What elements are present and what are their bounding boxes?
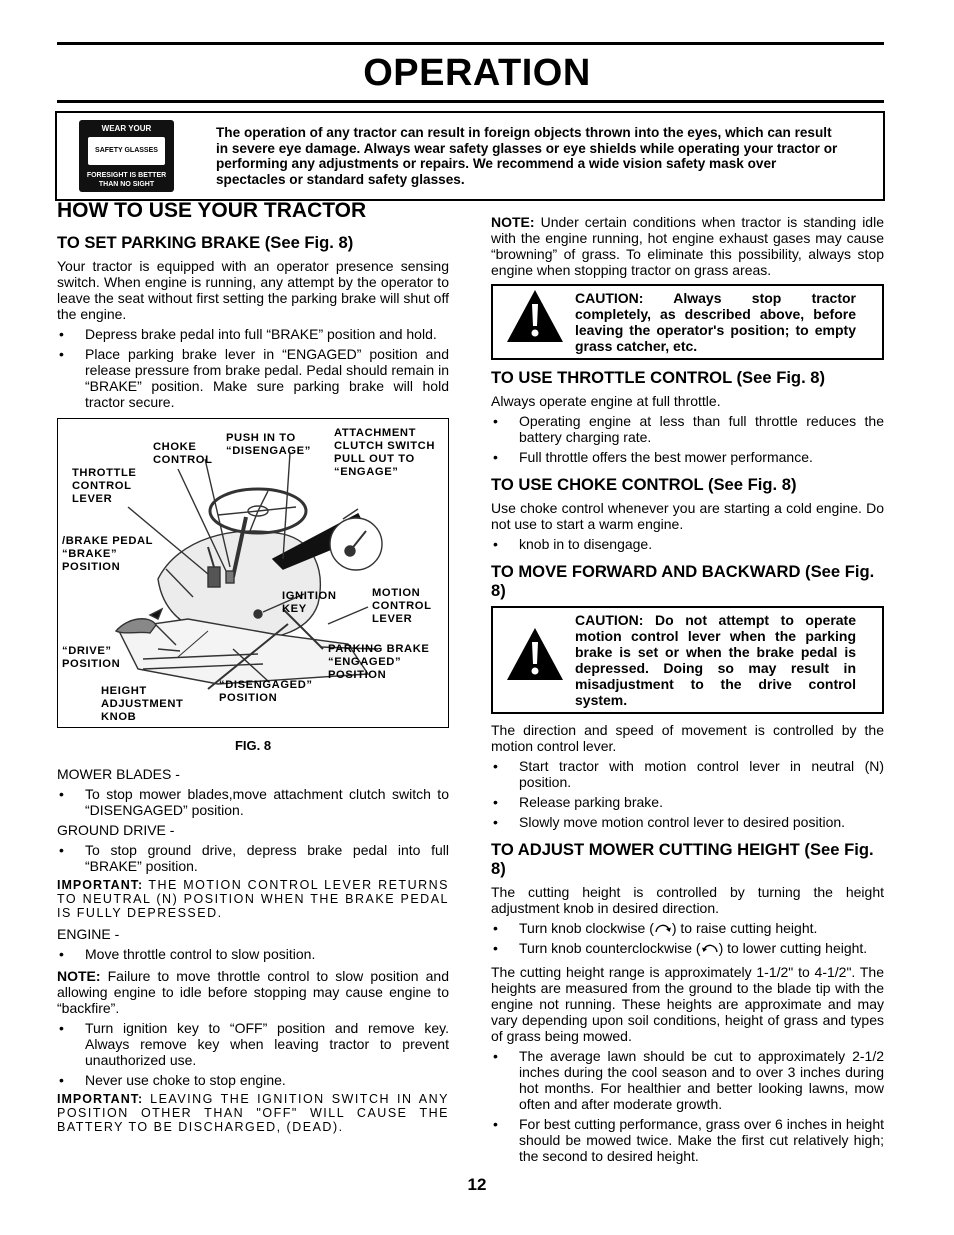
safety-glasses-badge (79, 120, 174, 192)
mower-blades-bullets (57, 786, 449, 818)
list-item: • Turn ignition key to “OFF” position and remove key. Always remove key when leaving tractor to prevent unauthorized use. (57, 1020, 449, 1068)
badge-bottom-line-2: THAN NO SIGHT (98, 181, 155, 188)
note-text: Failure to move throttle control to slow position and allowing engine to idle before stopping may cause engine to “backfire”. (57, 968, 449, 1016)
list-item: • For best cutting performance, grass over 6 inches in height should be mowed twice. Make the first cut relatively high; the second to desired height. (491, 1116, 884, 1164)
list-item: • Release parking brake. (491, 794, 884, 810)
caution-text: CAUTION: Do not attempt to operate motion control lever when the parking brake is set or when the brake pedal is depressed. Doing so may result in misadjustment to the drive control system. (575, 612, 856, 708)
throttle-intro: Always operate engine at full throttle. (491, 393, 721, 409)
list-item: • knob in to disengage. (491, 536, 884, 552)
label-parking-brake-engaged: PARKING BRAKE “ENGAGED” POSITION (328, 643, 430, 681)
ground-drive-bullets (57, 842, 449, 874)
bullet-text: Turn knob counterclockwise ( (519, 940, 701, 956)
important-label: IMPORTANT: (57, 1092, 144, 1106)
heading-cutting-height: TO ADJUST MOWER CUTTING HEIGHT (See Fig. 8) (491, 840, 874, 878)
list-item: • Operating engine at less than full throttle reduces the battery charging rate. (491, 413, 884, 445)
height-knob-bullets (491, 920, 884, 956)
list-item: • The average lawn should be cut to approximately 2-1/2 inches during the cool season and to over 3 inches during hot months. For healthier and better looking lawns, mow often and after moderate growth. (491, 1048, 884, 1112)
label-brake-pedal: /BRAKE PEDAL “BRAKE” POSITION (62, 535, 154, 573)
choke-intro: Use choke control whenever you are starting a cold engine. Do not use to start a warm engine. (491, 500, 884, 532)
bullet-text: Turn knob clockwise ( (519, 920, 654, 936)
bullet-text: ) to raise cutting height. (671, 920, 818, 936)
section-heading-how-to-use: HOW TO USE YOUR TRACTOR (57, 199, 367, 222)
title-underline (57, 100, 884, 103)
important-text: LEAVING THE IGNITION SWITCH IN ANY POSITION OTHER THAN "OFF" WILL CAUSE THE BATTERY TO BE DISCHARGED, (DEAD). (57, 1092, 449, 1134)
choke-bullets (491, 536, 884, 552)
list-item: • Never use choke to stop engine. (57, 1072, 449, 1088)
page-title: OPERATION (363, 52, 591, 94)
height-range-paragraph: The cutting height range is approximately 1-1/2" to 4-1/2". The heights are measured from the ground to the blade tip with the engine not running. These heights are approximate and may vary depending upon soil conditions, height of grass and types of grass being mowed. (491, 964, 884, 1044)
label-ignition-key: IGNITION KEY (282, 590, 337, 615)
caution-box-stop-tractor (491, 284, 884, 360)
height-bullets (491, 1048, 884, 1164)
right-column (491, 214, 884, 1168)
note-label: NOTE: (491, 214, 535, 230)
label-push-in-disengage: PUSH IN TO “DISENGAGE” (226, 432, 311, 457)
heading-throttle-control: TO USE THROTTLE CONTROL (See Fig. 8) (491, 368, 826, 387)
list-item: • Slowly move motion control lever to desired position. (491, 814, 884, 830)
label-disengaged-position: “DISENGAGED” POSITION (219, 679, 313, 704)
list-item: • Full throttle offers the best mower performance. (491, 449, 884, 465)
mower-blades-label: MOWER BLADES - (57, 766, 180, 782)
heading-move-forward-backward: TO MOVE FORWARD AND BACKWARD (See Fig. 8) (491, 562, 875, 600)
note-text: Under certain conditions when tractor is standing idle with the engine running, hot engine exhaust gases may cause “browning” of grass. To eliminate this possibility, always stop engine when stopping tractor on grass areas. (491, 214, 884, 278)
note-label: NOTE: (57, 968, 101, 984)
list-item: • Depress brake pedal into full “BRAKE” position and hold. (57, 326, 449, 342)
engine-bullets (57, 946, 449, 962)
label-throttle-control-lever: THROTTLE CONTROL LEVER (72, 467, 137, 505)
engine-label: ENGINE - (57, 926, 120, 942)
label-height-adjustment-knob: HEIGHT ADJUSTMENT KNOB (101, 685, 184, 723)
label-drive-position: “DRIVE” POSITION (62, 645, 121, 670)
top-rule (57, 42, 884, 45)
important-label: IMPORTANT: (57, 878, 144, 892)
height-intro: The cutting height is controlled by turning the height adjustment knob in desired direction. (491, 884, 884, 916)
engine-stop-bullets (57, 1020, 449, 1088)
figure-8-tractor-controls (57, 418, 449, 728)
clockwise-arrow-icon (654, 922, 672, 934)
list-item: • Start tractor with motion control lever in neutral (N) position. (491, 758, 884, 790)
move-bullets (491, 758, 884, 830)
left-column (57, 199, 449, 1140)
list-item: • Place parking brake lever in “ENGAGED” position and release pressure from brake pedal. Pedal should remain in “BRAKE” position. Make sure parking brake will hold tractor secure. (57, 346, 449, 410)
label-attachment-clutch-switch: ATTACHMENT CLUTCH SWITCH PULL OUT TO “ENGAGE” (334, 427, 436, 478)
safety-warning-text: The operation of any tractor can result in foreign objects thrown into the eyes, which can result in severe eye damage. Always wear safety glasses or eye shields while operating your tractor or performing any adjustments or repairs. We recommend a wide vision safety mask over spectacles or standard safety glasses. (216, 125, 838, 187)
list-item: • To stop ground drive, depress brake pedal into full “BRAKE” position. (57, 842, 449, 874)
list-item: • Move throttle control to slow position. (57, 946, 449, 962)
counterclockwise-arrow-icon (701, 942, 719, 954)
warning-triangle-icon (505, 288, 565, 344)
label-choke-control: CHOKE CONTROL (153, 441, 213, 466)
warning-triangle-icon (505, 626, 565, 682)
parking-bullets (57, 326, 449, 410)
badge-top-text: WEAR YOUR (101, 124, 152, 133)
caution-box-motion-control (491, 606, 884, 714)
parking-intro: Your tractor is equipped with an operator presence sensing switch. When engine is running, any attempt by the operator to leave the seat without first setting the parking brake will shut off the engine. (57, 258, 449, 322)
bullet-text: ) to lower cutting height. (718, 940, 868, 956)
backfire-note (57, 968, 449, 1016)
label-motion-control-lever: MOTION CONTROL LEVER (372, 587, 432, 625)
important-text: THE MOTION CONTROL LEVER RETURNS TO NEUTRAL (N) POSITION WHEN THE BRAKE PEDAL IS FULLY DEPRESSED. (57, 878, 449, 920)
list-item (491, 920, 884, 936)
exhaust-note (491, 214, 884, 278)
list-item: • To stop mower blades,move attachment clutch switch to “DISENGAGED” position. (57, 786, 449, 818)
throttle-bullets (491, 413, 884, 465)
move-intro: The direction and speed of movement is controlled by the motion control lever. (491, 722, 884, 754)
badge-bottom-text (79, 171, 174, 189)
important-note-1 (57, 878, 449, 920)
figure-caption: FIG. 8 (234, 738, 272, 753)
caution-text: CAUTION: Always stop tractor completely, as described above, before leaving the operator's position; to empty grass catcher, etc. (575, 290, 856, 354)
ground-drive-label: GROUND DRIVE - (57, 822, 175, 838)
heading-choke-control: TO USE CHOKE CONTROL (See Fig. 8) (491, 475, 797, 494)
heading-parking-brake: TO SET PARKING BRAKE (See Fig. 8) (57, 233, 354, 252)
page-number: 12 (467, 1175, 487, 1194)
list-item (491, 940, 884, 956)
badge-middle-text: SAFETY GLASSES (88, 137, 165, 165)
badge-bottom-line-1: FORESIGHT IS BETTER (86, 172, 167, 179)
important-note-2 (57, 1092, 449, 1134)
